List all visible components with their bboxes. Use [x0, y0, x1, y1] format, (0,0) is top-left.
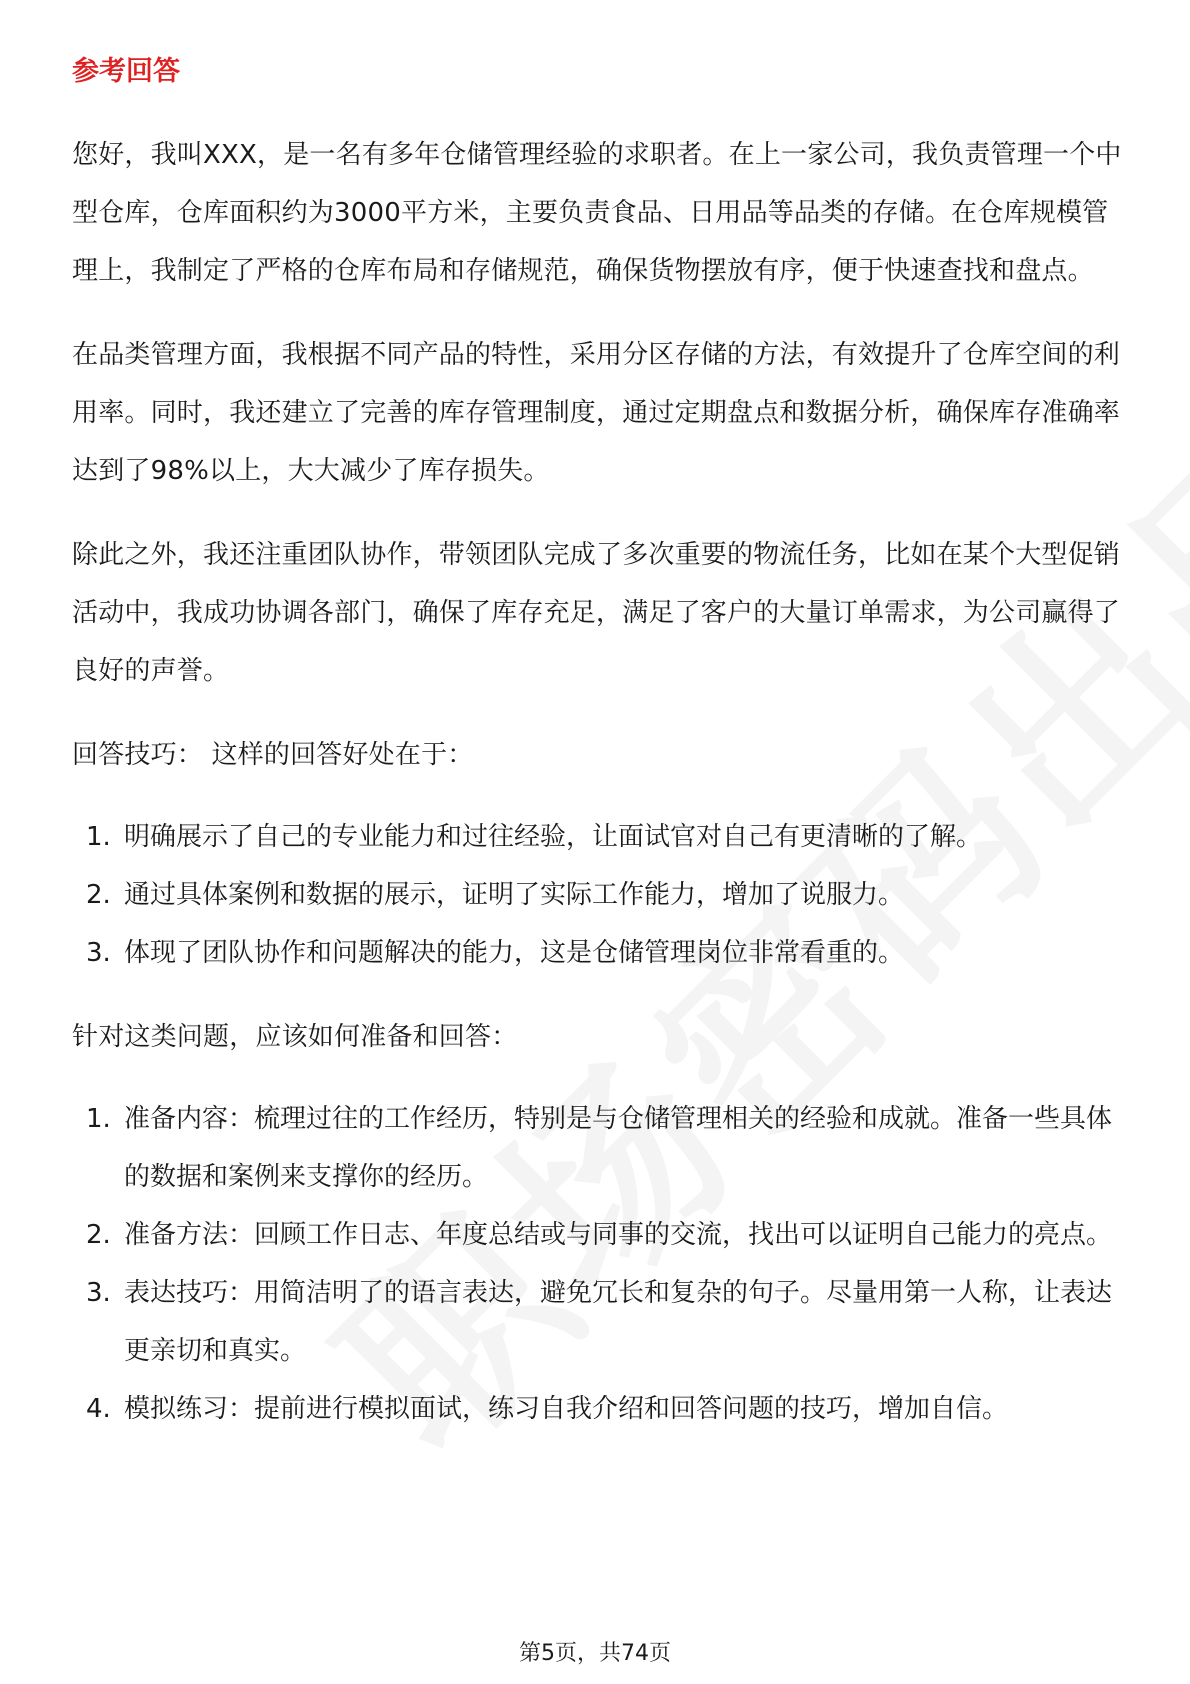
- list-item: [72, 1380, 1122, 1438]
- tips-heading: 回答技巧： 这样的回答好处在于：: [72, 740, 474, 770]
- list-text: 通过具体案例和数据的展示，证明了实际工作能力，增加了说服力。: [124, 880, 905, 910]
- list-number: 2.: [86, 1220, 111, 1250]
- list-text: 准备方法：回顾工作日志、年度总结或与同事的交流，找出可以证明自己能力的亮点。: [124, 1220, 1113, 1250]
- list-item: [72, 808, 1122, 866]
- answer-paragraph-1: 您好，我叫XXX，是一名有多年仓储管理经验的求职者。在上一家公司，我负责管理一个中型仓库，仓库面积约为3000平方米，主要负责食品、日用品等品类的存储。在仓库规模管理上，我制定了严格的仓库布局和存储规范，确保货物摆放有序，便于快速查找和盘点。: [72, 140, 1122, 286]
- list-item: [72, 1264, 1122, 1380]
- page-footer: 第5页，共74页: [519, 1641, 671, 1666]
- prep-heading: 针对这类问题，应该如何准备和回答：: [72, 1022, 518, 1052]
- list-number: 2.: [86, 880, 111, 910]
- list-text: 体现了团队协作和问题解决的能力，这是仓储管理岗位非常看重的。: [124, 938, 905, 968]
- answer-paragraph-2: 在品类管理方面，我根据不同产品的特性，采用分区存储的方法，有效提升了仓库空间的利用率。同时，我还建立了完善的库存管理制度，通过定期盘点和数据分析，确保库存准确率达到了98%以上，大大减少了库存损失。: [72, 340, 1121, 486]
- page-content: [72, 52, 1122, 1464]
- prep-list: [72, 1090, 1122, 1438]
- list-item: [72, 1090, 1122, 1206]
- list-number: 1.: [86, 822, 111, 852]
- list-number: 4.: [86, 1394, 111, 1424]
- answer-paragraph-3: 除此之外，我还注重团队协作，带领团队完成了多次重要的物流任务，比如在某个大型促销活动中，我成功协调各部门，确保了库存充足，满足了客户的大量订单需求，为公司赢得了良好的声誉。: [72, 540, 1121, 686]
- list-number: 3.: [86, 938, 111, 968]
- list-number: 1.: [86, 1104, 111, 1134]
- tips-list: [72, 808, 1122, 982]
- list-item: [72, 924, 1122, 982]
- list-text: 明确展示了自己的专业能力和过往经验，让面试官对自己有更清晰的了解。: [124, 822, 983, 852]
- list-item: [72, 1206, 1122, 1264]
- list-text: 准备内容：梳理过往的工作经历，特别是与仓储管理相关的经验和成就。准备一些具体的数据和案例来支撑你的经历。: [124, 1104, 1113, 1192]
- section-title: 参考回答: [72, 56, 180, 87]
- list-text: 模拟练习：提前进行模拟面试，练习自我介绍和回答问题的技巧，增加自信。: [124, 1394, 1009, 1424]
- list-number: 3.: [86, 1278, 111, 1308]
- list-text: 表达技巧：用简洁明了的语言表达，避免冗长和复杂的句子。尽量用第一人称，让表达更亲切和真实。: [124, 1278, 1113, 1366]
- list-item: [72, 866, 1122, 924]
